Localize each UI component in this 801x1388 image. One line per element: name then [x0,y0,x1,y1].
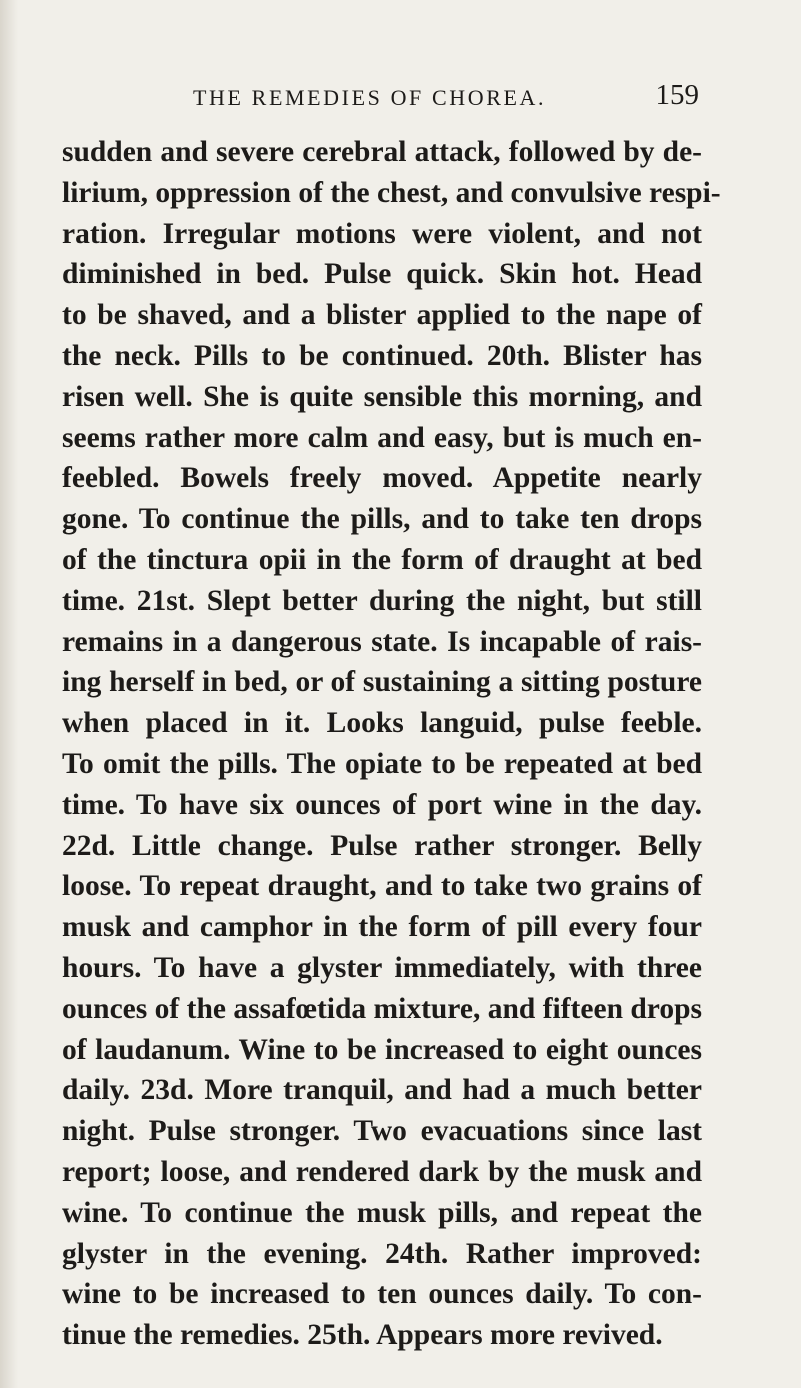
text-line: To omit the pills. The opiate to be repeated at bed [62,747,702,780]
text-line: hours. To have a glyster immediately, with three [62,951,702,984]
text-line: the neck. Pills to be continued. 20th. Blister has [62,339,702,372]
text-line: daily. 23d. More tranquil, and had a much better [62,1074,702,1107]
page-edge-shadow [0,0,18,1388]
text-line: time. 21st. Slept better during the night, but still [62,584,702,617]
text-line: wine. To continue the musk pills, and repeat the [62,1196,702,1229]
text-line: 22d. Little change. Pulse rather stronger. Belly [62,829,702,862]
text-line: tinue the remedies. 25th. Appears more revived. [62,1319,663,1352]
text-line: gone. To continue the pills, and to take ten drops [62,503,702,536]
text-line: feebled. Bowels freely moved. Appetite nearly [62,462,702,495]
text-line: remains in a dangerous state. Is incapable of rais- [62,625,702,658]
page-header [193,79,699,119]
text-line: seems rather more calm and easy, but is much en- [62,421,702,454]
text-line: of laudanum. Wine to be increased to eight ounces [62,1033,702,1066]
text-line: loose. To repeat draught, and to take two grains of [62,870,702,903]
body-text [62,132,721,1356]
text-line: ounces of the assafœtida mixture, and fifteen drops [62,992,702,1025]
text-line: diminished in bed. Pulse quick. Skin hot. Head [62,258,702,291]
text-line: of the tinctura opii in the form of draught at bed [62,543,702,576]
text-line: ration. Irregular motions were violent, and not [62,217,702,250]
text-line: when placed in it. Looks languid, pulse feeble. [62,707,702,740]
text-line: lirium, oppression of the chest, and convulsive respi- [62,176,721,209]
text-line: to be shaved, and a blister applied to the nape of [62,299,702,332]
text-line: time. To have six ounces of port wine in the day. [62,788,702,821]
text-line: glyster in the evening. 24th. Rather improved: [62,1237,702,1270]
text-line: night. Pulse stronger. Two evacuations since last [62,1115,702,1148]
text-line: report; loose, and rendered dark by the musk and [62,1155,702,1188]
text-line: risen well. She is quite sensible this morning, and [62,380,702,413]
text-line: ing herself in bed, or of sustaining a sitting posture [62,666,702,699]
running-title: THE REMEDIES OF CHOREA. [193,85,547,110]
text-line: wine to be increased to ten ounces daily. To con- [62,1278,702,1311]
page-number: 159 [655,79,699,111]
text-line: sudden and severe cerebral attack, followed by de- [62,136,702,168]
text-line: musk and camphor in the form of pill every four [62,911,702,944]
